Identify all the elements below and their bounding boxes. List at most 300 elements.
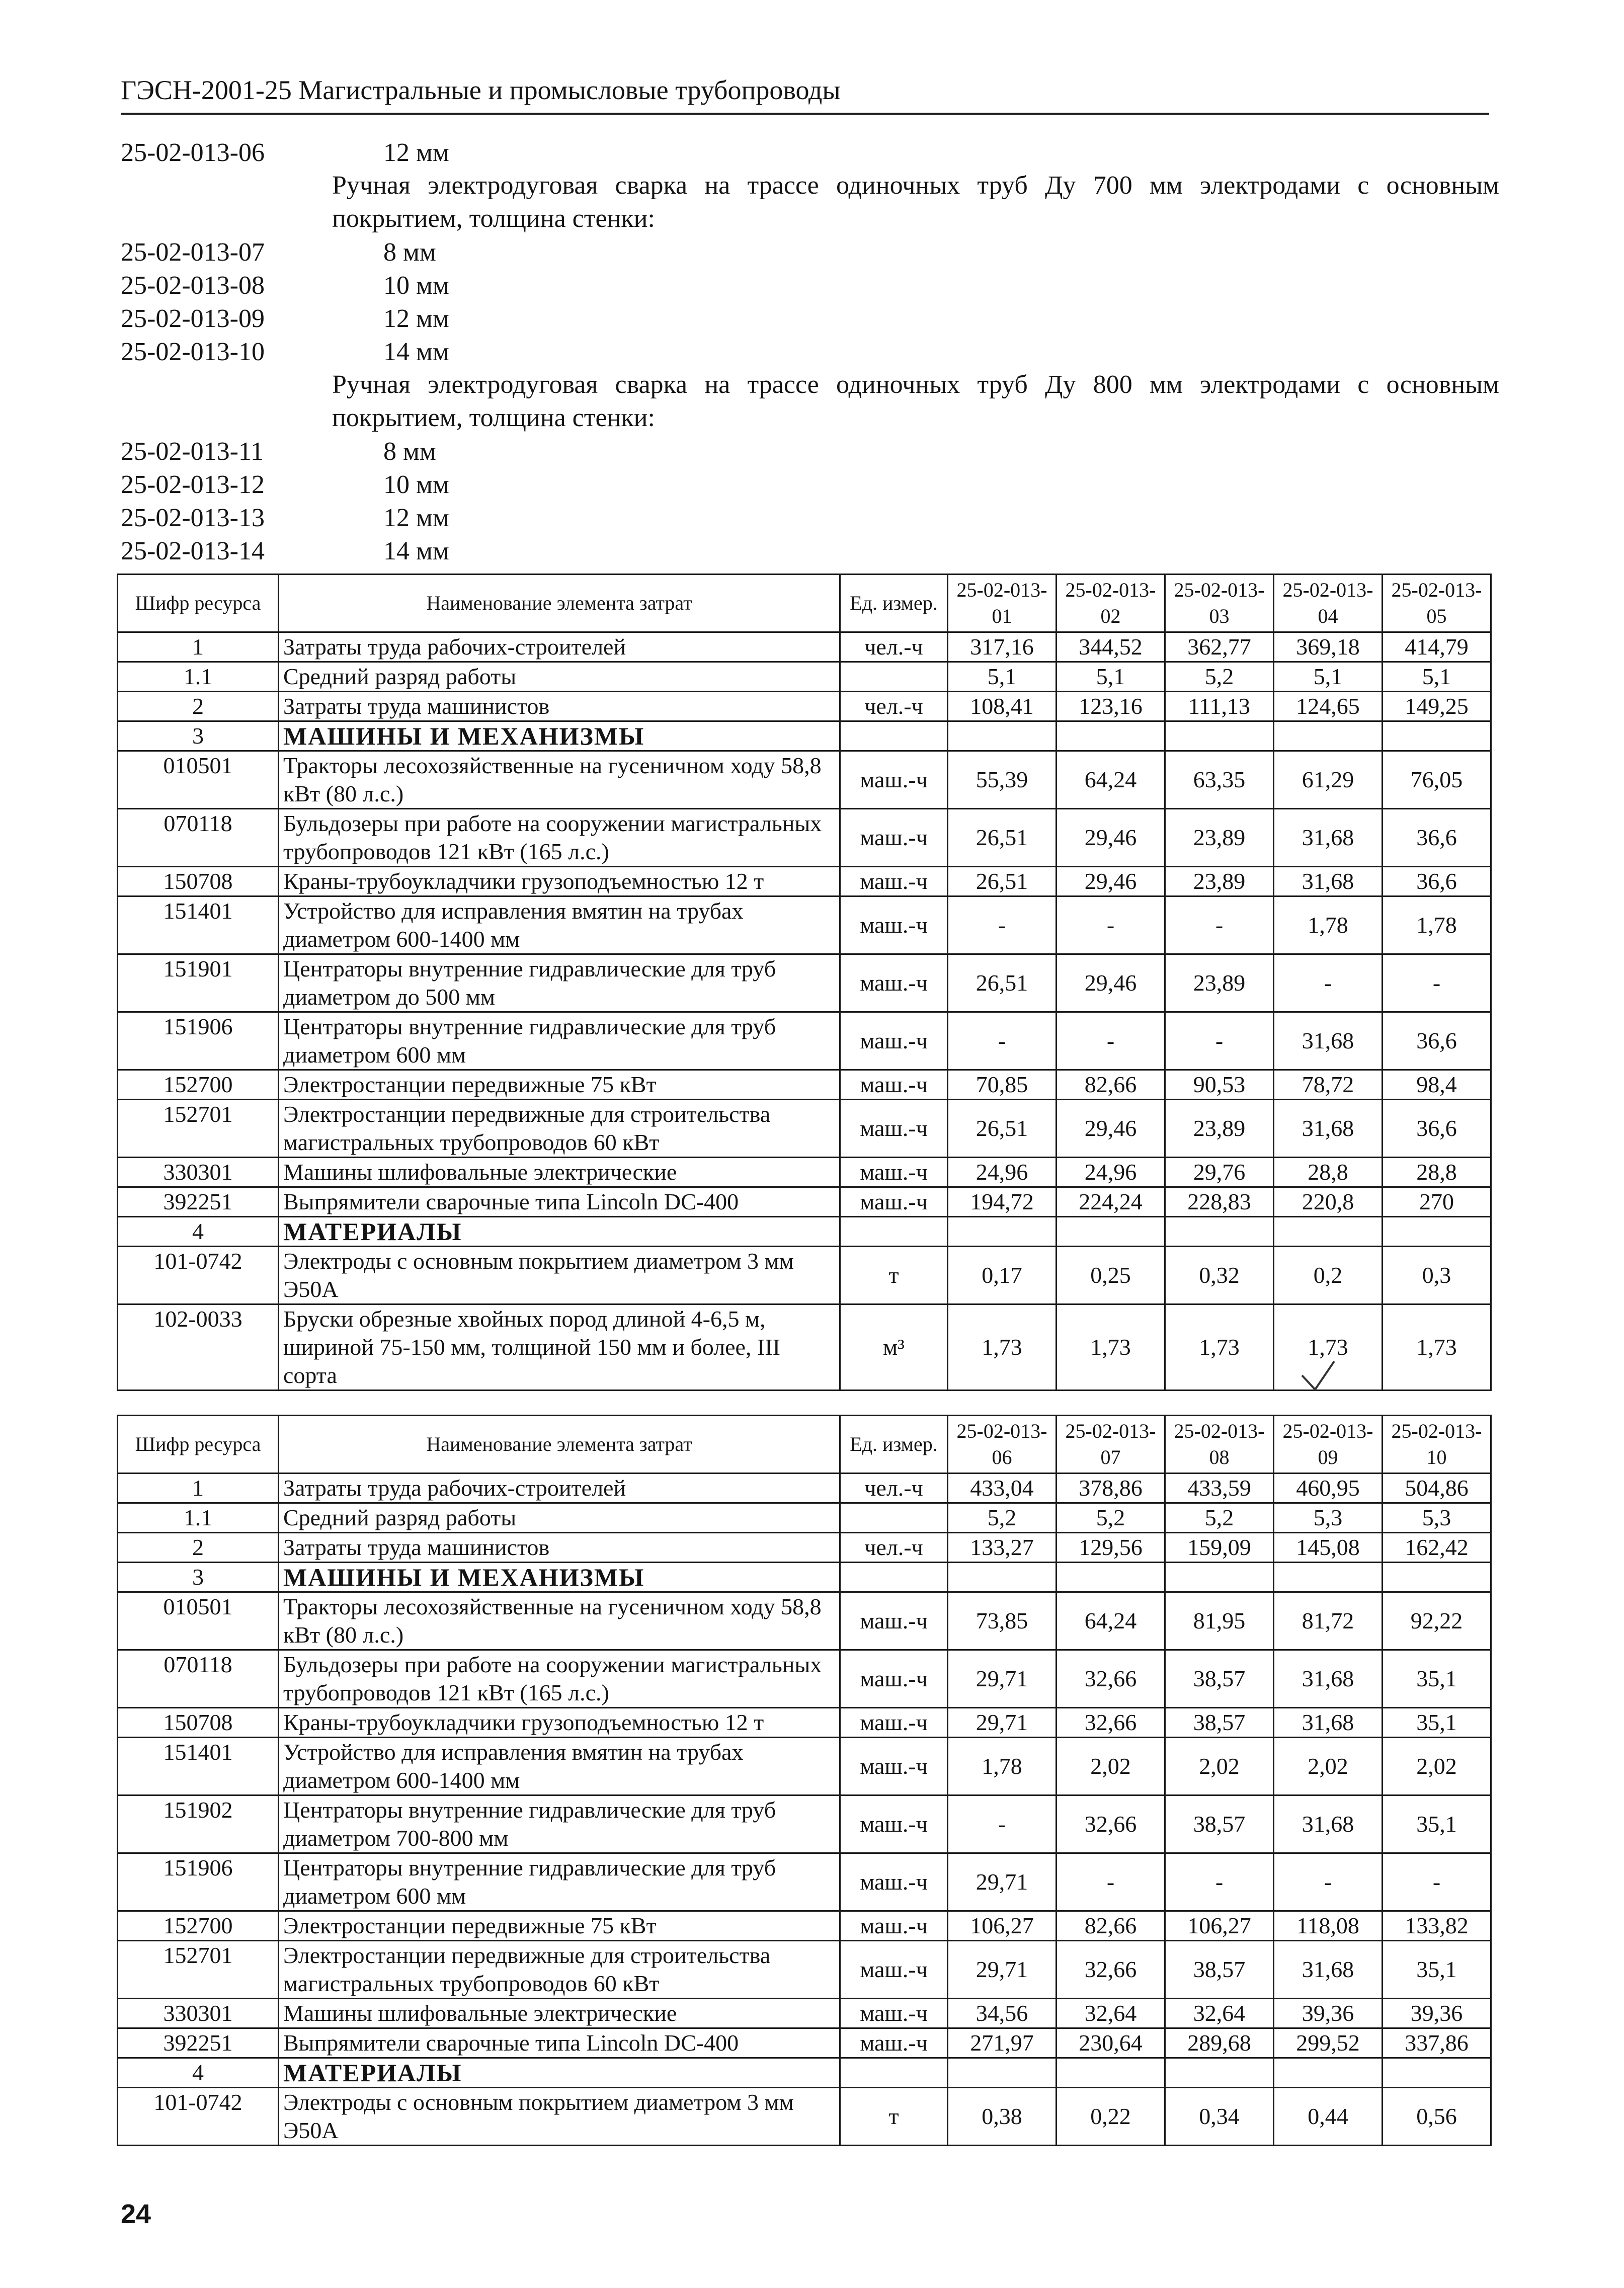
- column-header: 25-02-013-08: [1165, 1416, 1274, 1474]
- value-cell: 433,59: [1165, 1474, 1274, 1503]
- value-cell: [1274, 721, 1383, 751]
- resource-code-cell: 3: [118, 1563, 279, 1592]
- value-cell: 0,56: [1383, 2088, 1491, 2146]
- value-cell: 81,95: [1165, 1592, 1274, 1650]
- resource-code-cell: 151901: [118, 954, 279, 1012]
- value-cell: 38,57: [1165, 1795, 1274, 1853]
- table-row: [118, 1941, 1491, 1999]
- resource-code-cell: 392251: [118, 2028, 279, 2058]
- value-cell: 5,2: [1165, 1503, 1274, 1533]
- cost-element-name: Машины шлифовальные электрические: [279, 1158, 840, 1187]
- resource-code-cell: 151401: [118, 1738, 279, 1795]
- column-header: Шифр ресурса: [118, 575, 279, 632]
- cost-element-name: Бруски обрезные хвойных пород длиной 4-6,5 м, шириной 75-150 мм, толщиной 150 мм и более, III сорта: [279, 1304, 840, 1391]
- value-cell: 230,64: [1057, 2028, 1165, 2058]
- column-header: 25-02-013-06: [948, 1416, 1057, 1474]
- unit-cell: [840, 721, 948, 751]
- resource-code-cell: 330301: [118, 1158, 279, 1187]
- value-cell: 2,02: [1274, 1738, 1383, 1795]
- table-row: [118, 1100, 1491, 1158]
- value-cell: 23,89: [1165, 809, 1274, 867]
- unit-cell: маш.-ч: [840, 1999, 948, 2028]
- value-cell: 2,02: [1165, 1738, 1274, 1795]
- value-cell: 55,39: [948, 751, 1057, 809]
- value-cell: [948, 1217, 1057, 1247]
- value-cell: 0,3: [1383, 1247, 1491, 1304]
- table-row: [118, 692, 1491, 721]
- value-cell: 29,71: [948, 1708, 1057, 1738]
- cost-element-name: Электростанции передвижные 75 кВт: [279, 1911, 840, 1941]
- unit-cell: т: [840, 2088, 948, 2146]
- cost-element-name: Средний разряд работы: [279, 1503, 840, 1533]
- table-row: [118, 1911, 1491, 1941]
- value-cell: 2,02: [1383, 1738, 1491, 1795]
- value-cell: 460,95: [1274, 1474, 1383, 1503]
- resource-code-cell: 152700: [118, 1070, 279, 1100]
- unit-cell: м³: [840, 1304, 948, 1391]
- value-cell: 106,27: [948, 1911, 1057, 1941]
- resource-code-cell: 101-0742: [118, 2088, 279, 2146]
- cost-element-name: Устройство для исправления вмятин на трубах диаметром 600-1400 мм: [279, 1738, 840, 1795]
- value-cell: 0,34: [1165, 2088, 1274, 2146]
- resource-code-cell: 1.1: [118, 1503, 279, 1533]
- value-cell: 289,68: [1165, 2028, 1274, 2058]
- value-cell: 228,83: [1165, 1187, 1274, 1217]
- unit-cell: [840, 662, 948, 692]
- column-header: 25-02-013-01: [948, 575, 1057, 632]
- value-cell: 32,64: [1165, 1999, 1274, 2028]
- value-cell: 344,52: [1057, 632, 1165, 662]
- value-cell: 26,51: [948, 954, 1057, 1012]
- code-list-item: [121, 235, 1499, 269]
- value-cell: 81,72: [1274, 1592, 1383, 1650]
- column-header: 25-02-013-07: [1057, 1416, 1165, 1474]
- table-header-row: [118, 575, 1491, 632]
- value-cell: [1057, 2058, 1165, 2088]
- wall-thickness: 12 мм: [383, 138, 449, 167]
- resource-code: 25-02-013-09: [121, 304, 265, 333]
- table-row: [118, 1708, 1491, 1738]
- value-cell: 0,17: [948, 1247, 1057, 1304]
- value-cell: 369,18: [1274, 632, 1383, 662]
- value-cell: 194,72: [948, 1187, 1057, 1217]
- value-cell: 36,6: [1383, 1100, 1491, 1158]
- value-cell: 70,85: [948, 1070, 1057, 1100]
- cost-element-name: Электростанции передвижные для строительства магистральных трубопроводов 60 кВт: [279, 1100, 840, 1158]
- cost-element-name: МАТЕРИАЛЫ: [279, 2058, 840, 2088]
- unit-cell: маш.-ч: [840, 1012, 948, 1070]
- value-cell: 1,73: [1165, 1304, 1274, 1391]
- value-cell: 5,1: [948, 662, 1057, 692]
- value-cell: 82,66: [1057, 1911, 1165, 1941]
- value-cell: 414,79: [1383, 632, 1491, 662]
- unit-cell: [840, 1503, 948, 1533]
- resource-code: 25-02-013-10: [121, 337, 265, 366]
- value-cell: 2,02: [1057, 1738, 1165, 1795]
- value-cell: 1,78: [1274, 896, 1383, 954]
- resource-code-cell: 151401: [118, 896, 279, 954]
- resource-code-cell: 070118: [118, 1650, 279, 1708]
- resource-code-cell: 2: [118, 692, 279, 721]
- value-cell: [1057, 1217, 1165, 1247]
- value-cell: 1,73: [948, 1304, 1057, 1391]
- resource-code-cell: 070118: [118, 809, 279, 867]
- value-cell: -: [1057, 1853, 1165, 1911]
- value-cell: 5,2: [1057, 1503, 1165, 1533]
- value-cell: 5,1: [1057, 662, 1165, 692]
- value-cell: [1383, 721, 1491, 751]
- value-cell: 31,68: [1274, 1012, 1383, 1070]
- resource-code-cell: 4: [118, 2058, 279, 2088]
- value-cell: 39,36: [1383, 1999, 1491, 2028]
- value-cell: 34,56: [948, 1999, 1057, 2028]
- value-cell: 29,46: [1057, 809, 1165, 867]
- value-cell: 24,96: [948, 1158, 1057, 1187]
- table-row: [118, 1474, 1491, 1503]
- resource-code-cell: 392251: [118, 1187, 279, 1217]
- value-cell: 38,57: [1165, 1941, 1274, 1999]
- value-cell: 35,1: [1383, 1941, 1491, 1999]
- unit-cell: маш.-ч: [840, 1738, 948, 1795]
- resource-code-cell: 330301: [118, 1999, 279, 2028]
- column-header: Ед. измер.: [840, 1416, 948, 1474]
- unit-cell: чел.-ч: [840, 632, 948, 662]
- unit-cell: чел.-ч: [840, 692, 948, 721]
- value-cell: 90,53: [1165, 1070, 1274, 1100]
- unit-cell: маш.-ч: [840, 1100, 948, 1158]
- wall-thickness: 12 мм: [383, 304, 449, 333]
- resource-code-list: [121, 136, 1499, 567]
- unit-cell: маш.-ч: [840, 2028, 948, 2058]
- column-header: 25-02-013-04: [1274, 575, 1383, 632]
- value-cell: 31,68: [1274, 1795, 1383, 1853]
- value-cell: 36,6: [1383, 1012, 1491, 1070]
- value-cell: -: [1057, 896, 1165, 954]
- value-cell: 5,3: [1383, 1503, 1491, 1533]
- resource-code-cell: 3: [118, 721, 279, 751]
- value-cell: 26,51: [948, 867, 1057, 896]
- resource-code-cell: 150708: [118, 867, 279, 896]
- value-cell: [1274, 1217, 1383, 1247]
- cost-element-name: Бульдозеры при работе на сооружении магистральных трубопроводов 121 кВт (165 л.с.): [279, 1650, 840, 1708]
- wall-thickness: 8 мм: [383, 437, 436, 466]
- value-cell: 124,65: [1274, 692, 1383, 721]
- value-cell: 29,46: [1057, 867, 1165, 896]
- value-cell: 32,66: [1057, 1941, 1165, 1999]
- value-cell: 35,1: [1383, 1650, 1491, 1708]
- value-cell: -: [948, 896, 1057, 954]
- column-header: Наименование элемента затрат: [279, 1416, 840, 1474]
- cost-element-name: Тракторы лесохозяйственные на гусеничном ходу 58,8 кВт (80 л.с.): [279, 1592, 840, 1650]
- cost-element-name: Центраторы внутренние гидравлические для труб диаметром 700-800 мм: [279, 1795, 840, 1853]
- cost-element-name: Центраторы внутренние гидравлические для труб диаметром 600 мм: [279, 1853, 840, 1911]
- unit-cell: маш.-ч: [840, 867, 948, 896]
- value-cell: 31,68: [1274, 1650, 1383, 1708]
- code-list-item: [121, 501, 1499, 534]
- column-header: Шифр ресурса: [118, 1416, 279, 1474]
- value-cell: 29,71: [948, 1941, 1057, 1999]
- table-row: [118, 662, 1491, 692]
- value-cell: 108,41: [948, 692, 1057, 721]
- value-cell: 92,22: [1383, 1592, 1491, 1650]
- value-cell: [1165, 1217, 1274, 1247]
- code-list-item: [121, 435, 1499, 468]
- table-row: [118, 1738, 1491, 1795]
- cost-element-name: Электростанции передвижные для строительства магистральных трубопроводов 60 кВт: [279, 1941, 840, 1999]
- table-row: [118, 1592, 1491, 1650]
- resource-code-cell: 1: [118, 1474, 279, 1503]
- value-cell: 23,89: [1165, 954, 1274, 1012]
- wall-thickness: 14 мм: [383, 536, 449, 565]
- value-cell: [1383, 1217, 1491, 1247]
- value-cell: 31,68: [1274, 1708, 1383, 1738]
- value-cell: 220,8: [1274, 1187, 1383, 1217]
- value-cell: 317,16: [948, 632, 1057, 662]
- value-cell: -: [948, 1012, 1057, 1070]
- value-cell: -: [1165, 1853, 1274, 1911]
- value-cell: [1274, 1563, 1383, 1592]
- table-row: [118, 1247, 1491, 1304]
- value-cell: 28,8: [1274, 1158, 1383, 1187]
- unit-cell: [840, 1217, 948, 1247]
- table-row: [118, 1795, 1491, 1853]
- cost-table-1: [117, 574, 1492, 1391]
- table-row: [118, 1012, 1491, 1070]
- cost-element-name: Затраты труда машинистов: [279, 1533, 840, 1563]
- wall-thickness: 12 мм: [383, 503, 449, 532]
- wall-thickness: 8 мм: [383, 237, 436, 267]
- value-cell: 23,89: [1165, 1100, 1274, 1158]
- value-cell: 129,56: [1057, 1533, 1165, 1563]
- value-cell: 26,51: [948, 1100, 1057, 1158]
- table-row: [118, 2088, 1491, 2146]
- cost-element-name: Тракторы лесохозяйственные на гусеничном ходу 58,8 кВт (80 л.с.): [279, 751, 840, 809]
- value-cell: [1274, 2058, 1383, 2088]
- table-row: [118, 1853, 1491, 1911]
- unit-cell: маш.-ч: [840, 1911, 948, 1941]
- value-cell: 31,68: [1274, 867, 1383, 896]
- value-cell: 0,22: [1057, 2088, 1165, 2146]
- resource-code-cell: 010501: [118, 1592, 279, 1650]
- value-cell: 26,51: [948, 809, 1057, 867]
- value-cell: 38,57: [1165, 1650, 1274, 1708]
- table-row: [118, 1533, 1491, 1563]
- value-cell: 433,04: [948, 1474, 1057, 1503]
- value-cell: 38,57: [1165, 1708, 1274, 1738]
- value-cell: -: [948, 1795, 1057, 1853]
- value-cell: 224,24: [1057, 1187, 1165, 1217]
- table-row: [118, 1217, 1491, 1247]
- value-cell: 32,64: [1057, 1999, 1165, 2028]
- resource-code-cell: 151906: [118, 1853, 279, 1911]
- value-cell: [1383, 2058, 1491, 2088]
- table-row: [118, 1070, 1491, 1100]
- unit-cell: маш.-ч: [840, 1853, 948, 1911]
- table-row: [118, 632, 1491, 662]
- value-cell: -: [1274, 954, 1383, 1012]
- value-cell: 29,71: [948, 1650, 1057, 1708]
- value-cell: [1057, 1563, 1165, 1592]
- cost-element-name: Краны-трубоукладчики грузоподъемностью 12 т: [279, 1708, 840, 1738]
- unit-cell: маш.-ч: [840, 1158, 948, 1187]
- value-cell: 29,76: [1165, 1158, 1274, 1187]
- cost-element-name: Бульдозеры при работе на сооружении магистральных трубопроводов 121 кВт (165 л.с.): [279, 809, 840, 867]
- unit-cell: т: [840, 1247, 948, 1304]
- value-cell: 1,78: [1383, 896, 1491, 954]
- value-cell: 504,86: [1383, 1474, 1491, 1503]
- resource-code: 25-02-013-12: [121, 470, 265, 499]
- resource-code-cell: 102-0033: [118, 1304, 279, 1391]
- value-cell: 378,86: [1057, 1474, 1165, 1503]
- value-cell: 1,73: [1274, 1304, 1383, 1391]
- code-list-item: [121, 534, 1499, 567]
- value-cell: 270: [1383, 1187, 1491, 1217]
- code-list-item: [121, 269, 1499, 302]
- unit-cell: маш.-ч: [840, 1708, 948, 1738]
- header-rule: [121, 113, 1489, 115]
- value-cell: 0,2: [1274, 1247, 1383, 1304]
- column-header: 25-02-013-05: [1383, 575, 1491, 632]
- value-cell: 32,66: [1057, 1795, 1165, 1853]
- value-cell: -: [1383, 954, 1491, 1012]
- value-cell: 82,66: [1057, 1070, 1165, 1100]
- unit-cell: [840, 1563, 948, 1592]
- unit-cell: маш.-ч: [840, 1187, 948, 1217]
- cost-element-name: Электроды с основным покрытием диаметром 3 мм Э50А: [279, 1247, 840, 1304]
- table-row: [118, 2058, 1491, 2088]
- table-row: [118, 721, 1491, 751]
- table-row: [118, 867, 1491, 896]
- resource-code-cell: 4: [118, 1217, 279, 1247]
- table-row: [118, 1187, 1491, 1217]
- value-cell: 337,86: [1383, 2028, 1491, 2058]
- value-cell: 29,71: [948, 1853, 1057, 1911]
- value-cell: 5,3: [1274, 1503, 1383, 1533]
- page-number: 24: [121, 2199, 151, 2229]
- value-cell: 111,13: [1165, 692, 1274, 721]
- unit-cell: чел.-ч: [840, 1474, 948, 1503]
- value-cell: 28,8: [1383, 1158, 1491, 1187]
- value-cell: 0,44: [1274, 2088, 1383, 2146]
- value-cell: 145,08: [1274, 1533, 1383, 1563]
- value-cell: 29,46: [1057, 954, 1165, 1012]
- cost-element-name: Выпрямители сварочные типа Lincoln DC-400: [279, 1187, 840, 1217]
- table-row: [118, 1563, 1491, 1592]
- column-header: Наименование элемента затрат: [279, 575, 840, 632]
- table-row: [118, 954, 1491, 1012]
- value-cell: 0,38: [948, 2088, 1057, 2146]
- unit-cell: маш.-ч: [840, 809, 948, 867]
- value-cell: [948, 1563, 1057, 1592]
- code-list-item: [121, 136, 1499, 169]
- value-cell: [1165, 2058, 1274, 2088]
- value-cell: 149,25: [1383, 692, 1491, 721]
- column-header: Ед. измер.: [840, 575, 948, 632]
- table-row: [118, 751, 1491, 809]
- value-cell: [948, 2058, 1057, 2088]
- value-cell: 73,85: [948, 1592, 1057, 1650]
- value-cell: 362,77: [1165, 632, 1274, 662]
- value-cell: 133,27: [948, 1533, 1057, 1563]
- value-cell: 61,29: [1274, 751, 1383, 809]
- cost-element-name: Затраты труда рабочих-строителей: [279, 632, 840, 662]
- value-cell: -: [1165, 896, 1274, 954]
- wall-thickness: 10 мм: [383, 271, 449, 300]
- cost-element-name: Электроды с основным покрытием диаметром 3 мм Э50А: [279, 2088, 840, 2146]
- column-header: 25-02-013-02: [1057, 575, 1165, 632]
- resource-code: 25-02-013-11: [121, 437, 264, 466]
- resource-code-cell: 152701: [118, 1100, 279, 1158]
- value-cell: 5,1: [1383, 662, 1491, 692]
- cost-element-name: МАТЕРИАЛЫ: [279, 1217, 840, 1247]
- value-cell: 23,89: [1165, 867, 1274, 896]
- cost-element-name: МАШИНЫ И МЕХАНИЗМЫ: [279, 1563, 840, 1592]
- resource-code-cell: 150708: [118, 1708, 279, 1738]
- cost-element-name: Затраты труда машинистов: [279, 692, 840, 721]
- value-cell: 31,68: [1274, 809, 1383, 867]
- table-row: [118, 896, 1491, 954]
- unit-cell: маш.-ч: [840, 1650, 948, 1708]
- cost-element-name: Средний разряд работы: [279, 662, 840, 692]
- value-cell: 123,16: [1057, 692, 1165, 721]
- value-cell: 299,52: [1274, 2028, 1383, 2058]
- value-cell: 1,73: [1057, 1304, 1165, 1391]
- table-row: [118, 1999, 1491, 2028]
- table-row: [118, 1503, 1491, 1533]
- table-row: [118, 1650, 1491, 1708]
- section-description: Ручная электродуговая сварка на трассе одиночных труб Ду 800 мм электродами с основным покрытием, толщина стенки:: [332, 370, 1499, 432]
- cost-element-name: Краны-трубоукладчики грузоподъемностью 12 т: [279, 867, 840, 896]
- value-cell: -: [1057, 1012, 1165, 1070]
- cost-element-name: Затраты труда рабочих-строителей: [279, 1474, 840, 1503]
- value-cell: -: [1383, 1853, 1491, 1911]
- value-cell: -: [1274, 1853, 1383, 1911]
- resource-code-cell: 2: [118, 1533, 279, 1563]
- unit-cell: маш.-ч: [840, 751, 948, 809]
- table-row: [118, 1304, 1491, 1391]
- value-cell: -: [1165, 1012, 1274, 1070]
- value-cell: 31,68: [1274, 1941, 1383, 1999]
- cost-element-name: Электростанции передвижные 75 кВт: [279, 1070, 840, 1100]
- value-cell: 32,66: [1057, 1650, 1165, 1708]
- value-cell: 5,2: [948, 1503, 1057, 1533]
- wall-thickness: 14 мм: [383, 337, 449, 366]
- unit-cell: маш.-ч: [840, 954, 948, 1012]
- table-row: [118, 809, 1491, 867]
- resource-code: 25-02-013-14: [121, 536, 265, 565]
- value-cell: 106,27: [1165, 1911, 1274, 1941]
- resource-code: 25-02-013-07: [121, 237, 265, 267]
- value-cell: 39,36: [1274, 1999, 1383, 2028]
- value-cell: 63,35: [1165, 751, 1274, 809]
- cost-element-name: Центраторы внутренние гидравлические для труб диаметром 600 мм: [279, 1012, 840, 1070]
- column-header: 25-02-013-10: [1383, 1416, 1491, 1474]
- value-cell: 78,72: [1274, 1070, 1383, 1100]
- section-description: Ручная электродуговая сварка на трассе одиночных труб Ду 700 мм электродами с основным покрытием, толщина стенки:: [332, 171, 1499, 233]
- page-header-title: ГЭСН-2001-25 Магистральные и промысловые трубопроводы: [121, 75, 841, 105]
- resource-code-cell: 1: [118, 632, 279, 662]
- unit-cell: маш.-ч: [840, 1795, 948, 1853]
- value-cell: 133,82: [1383, 1911, 1491, 1941]
- resource-code-cell: 151906: [118, 1012, 279, 1070]
- value-cell: 1,78: [948, 1738, 1057, 1795]
- wall-thickness: 10 мм: [383, 470, 449, 499]
- value-cell: 0,25: [1057, 1247, 1165, 1304]
- value-cell: [1057, 721, 1165, 751]
- value-cell: 5,1: [1274, 662, 1383, 692]
- checkmark-icon: [1298, 1358, 1338, 1394]
- code-list-item: [121, 335, 1499, 368]
